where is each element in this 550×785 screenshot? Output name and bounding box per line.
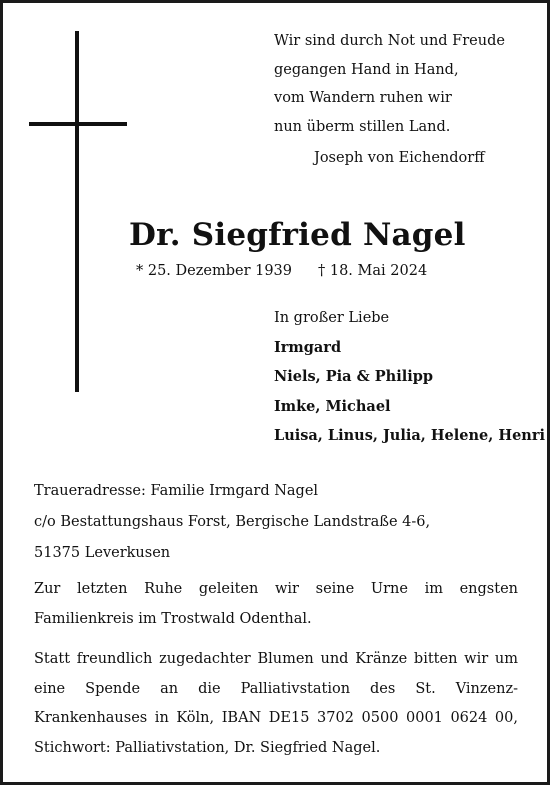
mourners-list: [274, 307, 545, 455]
poem-line: nun überm stillen Land.: [274, 118, 451, 135]
address-line: Traueradresse: Familie Irmgard Nagel: [34, 483, 319, 499]
mourners-intro: In großer Liebe: [274, 310, 390, 326]
mourner-name: Luisa, Linus, Julia, Helene, Henri: [274, 427, 545, 444]
poem-author: Joseph von Eichendorff: [314, 150, 485, 166]
mourner-name: Imke, Michael: [274, 397, 391, 415]
cross-horizontal-bar: [29, 122, 127, 126]
mourner-name: Irmgard: [274, 338, 342, 356]
poem: [274, 30, 524, 144]
poem-line: gegangen Hand in Hand,: [274, 61, 459, 78]
address-line: c/o Bestattungshaus Forst, Bergische Landstraße 4-6,: [34, 514, 431, 530]
poem-line: Wir sind durch Not und Freude: [274, 33, 505, 49]
address-line: 51375 Leverkusen: [34, 545, 171, 561]
mourner-name: Niels, Pia & Philipp: [274, 368, 433, 385]
mourning-address: [34, 480, 524, 573]
deceased-name: Dr. Siegfried Nagel: [129, 217, 466, 253]
cross-vertical-bar: [75, 31, 79, 392]
burial-notice: Zur letzten Ruhe geleiten wir seine Urne im engsten Familienkreis im Trostwald Odenthal.: [34, 581, 518, 627]
death-date: † 18. Mai 2024: [318, 263, 428, 279]
birth-date: * 25. Dezember 1939: [136, 263, 293, 279]
donation-notice: Statt freundlich zugedachter Blumen und Kränze bitten wir um eine Spende an die Palliativstation des St. Vinzenz-Krankenhauses in Köln, IBAN DE15 3702 0500 0001 0624 00, Stichwort: Palliativstation, Dr. Siegfried Nagel.: [34, 651, 518, 756]
poem-line: vom Wandern ruhen wir: [274, 90, 452, 106]
